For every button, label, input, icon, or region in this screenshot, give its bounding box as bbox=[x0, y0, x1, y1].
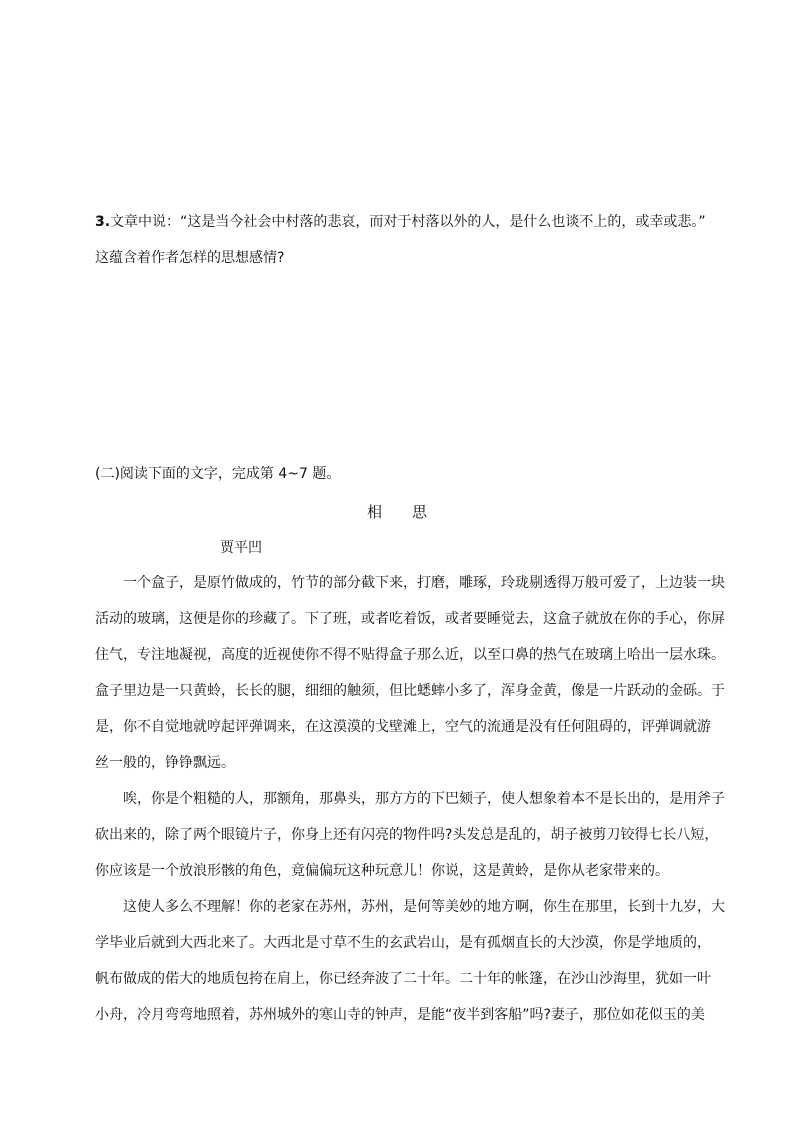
article-line: 活动的玻璃，这便是你的珍藏了。下了班，或者吃着饭，或者要睡觉去，这盒子就放在你的手心，你屏 bbox=[95, 611, 725, 627]
article-line: 丝一般的，铮铮飘远。 bbox=[95, 755, 235, 771]
article-line: 是，你不自觉地就哼起评弹调来，在这漠漠的戈壁滩上，空气的流通是没有任何阻碍的，评弹调就游 bbox=[95, 719, 711, 735]
article-line: 学毕业后就到大西北来了。大西北是寸草不生的玄武岩山，是有孤烟直长的大沙漠，你是学地质的， bbox=[95, 935, 711, 951]
question-3-line-1 bbox=[95, 212, 725, 232]
article-line: 帆布做成的偌大的地质包挎在肩上，你已经奔波了二十年。二十年的帐篷，在沙山沙海里，犹如一叶 bbox=[95, 971, 711, 987]
article-line: 小舟，冷月弯弯地照着，苏州城外的寒山寺的钟声，是能“夜半到客船”吗?妻子，那位如花似玉的美 bbox=[95, 1007, 705, 1023]
article-line: 唉，你是个粗糙的人，那额角，那鼻头，那方方的下巴颏子，使人想象着本不是长出的，是用斧子 bbox=[123, 791, 725, 807]
question-3-line-2: 这蕴含着作者怎样的思想感情? bbox=[95, 250, 285, 266]
article-line: 砍出来的，除了两个眼镜片子，你身上还有闪亮的物件吗?头发总是乱的，胡子被剪刀铰得七长八短， bbox=[95, 827, 719, 843]
article-line: 盒子里边是一只黄蛉，长长的腿，细细的触须，但比蟋蟀小多了，浑身金黄，像是一片跃动的金砾。于 bbox=[95, 683, 725, 699]
article-line: 这使人多么不理解！你的老家在苏州，苏州，是何等美妙的地方啊，你生在那里，长到十九岁，大 bbox=[123, 899, 725, 915]
article-author: 贾平凹 bbox=[220, 540, 262, 556]
section-2-instruction: (二)阅读下面的文字，完成第 4~7 题。 bbox=[95, 466, 341, 482]
article-title: 相思 bbox=[366, 503, 457, 521]
article-line: 住气，专注地凝视，高度的近视使你不得不贴得盒子那么近，以至口鼻的热气在玻璃上哈出一层水珠。 bbox=[95, 647, 725, 663]
article-line: 你应该是一个放浪形骸的角色，竟偏偏玩这种玩意儿！你说，这是黄蛉，是你从老家带来的。 bbox=[95, 863, 669, 879]
question-number: 3. bbox=[95, 214, 111, 230]
article-line: 一个盒子，是原竹做成的，竹节的部分截下来，打磨，雕琢，玲珑剔透得万般可爱了，上边装一块 bbox=[123, 575, 725, 591]
question-3-text: 文章中说：“这是当今社会中村落的悲哀，而对于村落以外的人，是什么也谈不上的，或幸或悲。” bbox=[110, 214, 706, 230]
